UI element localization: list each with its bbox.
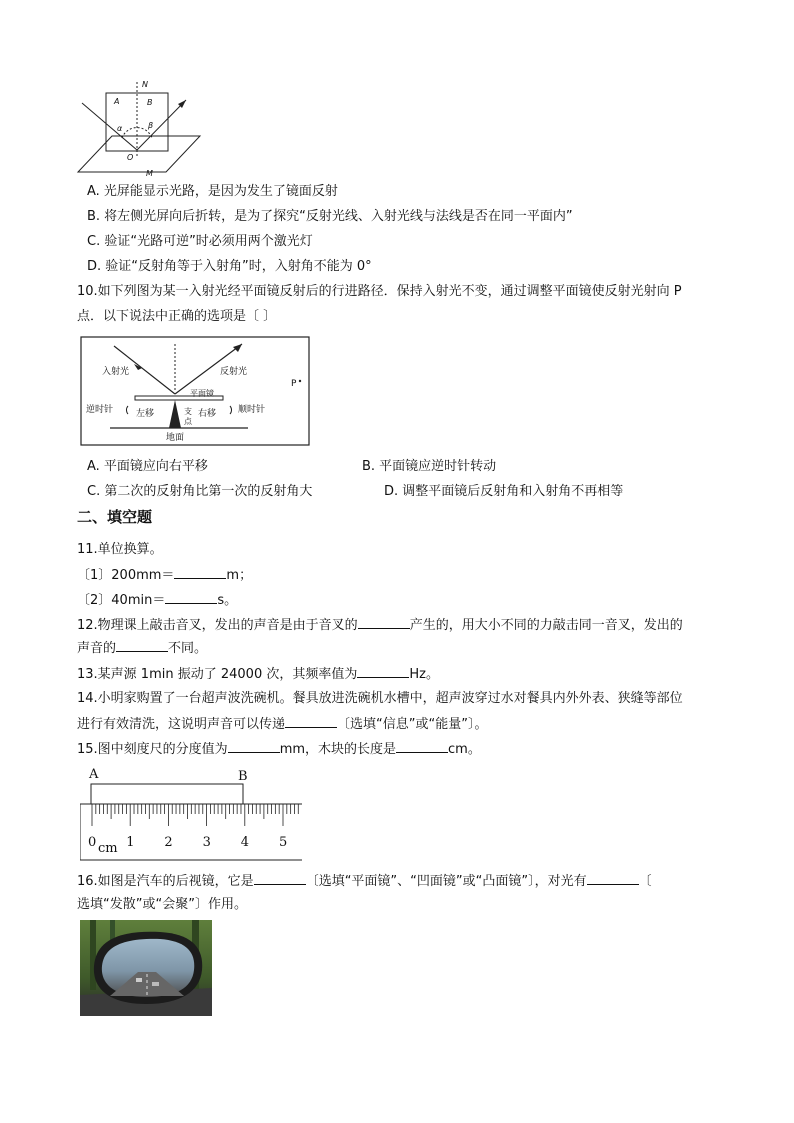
ruler-tick-label: 5 [279,835,288,850]
q11-part2: 〔2〕40min＝ s。 [77,593,238,608]
q16-line2: 选填“发散”或“会聚”〕作用。 [77,897,247,912]
label-alpha: α [117,124,123,133]
label-ccw: 逆时针 [86,405,114,415]
label-ground: 地面 [166,433,185,443]
q14-line2: 进行有效清洗，这说明声音可以传递 〔选填“信息”或“能量”〕。 [77,717,488,732]
answer-blank[interactable] [165,591,217,604]
q11-part1: 〔1〕200mm＝ m； [77,568,253,583]
ruler-tick-label: 1 [126,835,135,850]
ruler-tick-label: 2 [164,835,173,850]
label-right: 右移 [198,409,217,419]
label-mirror: 平面镜 [190,389,214,398]
answer-blank[interactable] [587,872,639,885]
q14-line1: 14.小明家购置了一台超声波洗碗机。餐具放进洗碗机水槽中，超声波穿过水对餐具内外外表、狭缝等部位 [77,691,683,706]
ruler-unit-label: cm [98,841,118,856]
ruler-ticks [92,804,298,826]
label-b: B [147,98,153,107]
answer-blank[interactable] [357,665,409,678]
label-beta: β [148,121,154,130]
q9-option-a: A. 光屏能显示光路，是因为发生了镜面反射 [87,184,338,199]
q9-option-c: C. 验证“光路可逆”时必须用两个激光灯 [87,234,313,249]
label-cw: 顺时针 [238,405,266,415]
answer-blank[interactable] [116,639,168,652]
q10-option-a: A. 平面镜应向右平移 [87,459,208,474]
label-point-p: P [291,379,297,389]
q9-option-d: D. 验证“反射角等于入射角”时，入射角不能为 0° [87,259,372,274]
ruler-tick-label: 4 [240,835,250,850]
ruler-label-b: B [238,769,248,784]
reflection-apparatus-figure [74,78,204,178]
label-a: A [114,97,120,106]
q11-stem: 11.单位换算。 [77,542,163,557]
ruler-figure [80,764,306,862]
label-left: 左移 [136,409,155,419]
label-pivot-2: 点 [184,417,192,426]
q15-line: 15.图中刻度尺的分度值为 mm，木块的长度是 cm。 [77,742,481,757]
answer-blank[interactable] [174,566,226,579]
q10-option-c: C. 第二次的反射角比第一次的反射角大 [87,484,313,499]
answer-blank[interactable] [396,740,448,753]
q16-line1: 16.如图是汽车的后视镜，它是 〔选填“平面镜”、“凹面镜”或“凸面镜”〕，对光有 〔 [77,874,652,889]
ruler-tick-label: 0 [88,835,97,850]
ruler-tick-label: 3 [202,835,211,850]
q9-option-b: B. 将左侧光屏向后折转，是为了探究“反射光线、入射光线与法线是否在同一平面内” [87,209,573,224]
label-o: O [127,153,134,162]
q10-stem-line1: 10.如下列图为某一入射光经平面镜反射后的行进路径．保持入射光不变，通过调整平面镜使反射光射向 P [77,284,682,299]
section-title: 二、填空题 [77,508,153,526]
answer-blank[interactable] [228,740,280,753]
q10-stem-line2: 点．以下说法中正确的选项是〔 〕 [77,309,277,324]
q10-option-d: D. 调整平面镜后反射角和入射角不再相等 [384,484,624,499]
answer-blank[interactable] [254,872,306,885]
label-reflected: 反射光 [220,367,248,377]
label-m: M [146,169,153,178]
label-incident: 入射光 [102,367,130,377]
q12-line1: 12.物理课上敲击音叉，发出的声音是由于音叉的 产生的，用大小不同的力敲击同一音叉，发出的 [77,618,683,633]
mirror-diagram-figure [80,336,312,448]
q10-option-b: B. 平面镜应逆时针转动 [362,459,497,474]
side-mirror-photo [80,920,212,1016]
answer-blank[interactable] [285,715,337,728]
label-n: N [142,80,148,89]
answer-blank[interactable] [358,616,410,629]
label-pivot-1: 支 [184,407,192,416]
ruler-label-a: A [89,767,99,782]
q13-line: 13.某声源 1min 振动了 24000 次，其频率值为 Hz。 [77,667,439,682]
q12-line2: 声音的 不同。 [77,641,208,656]
ruler-labels [88,835,287,856]
